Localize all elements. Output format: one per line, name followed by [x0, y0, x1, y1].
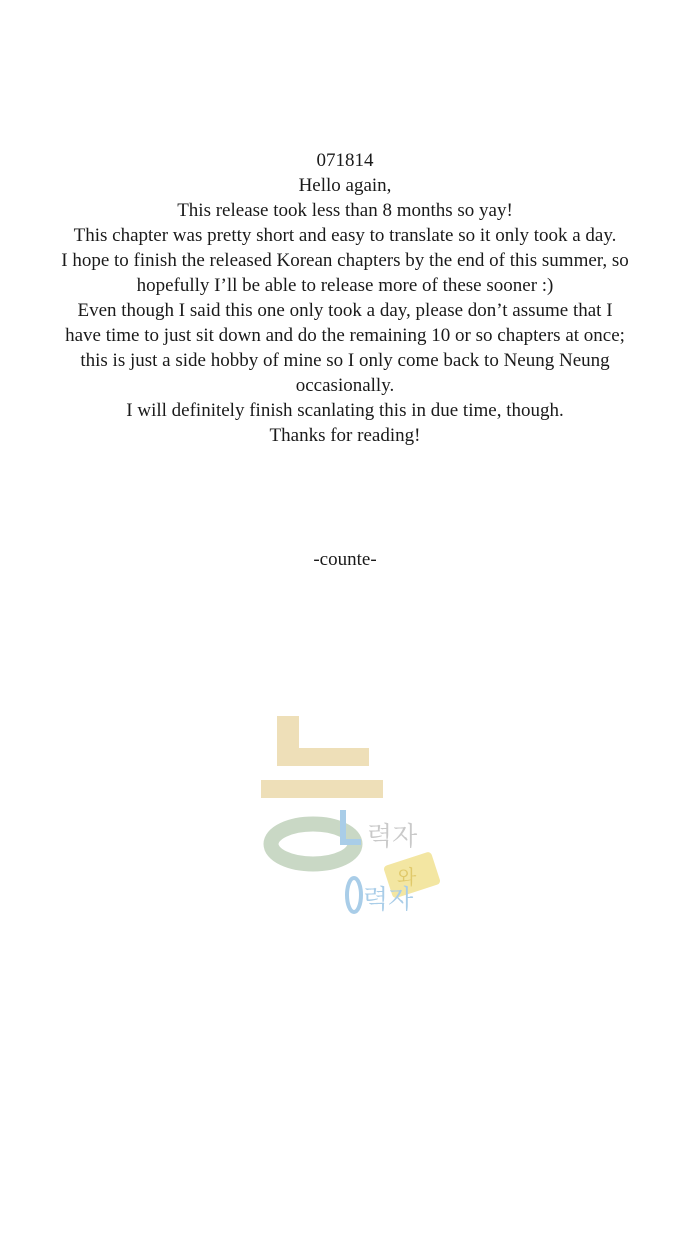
note-line: Even though I said this one only took a day, please don’t assume that I have time to just sit down and do the remaining 10 or so chapters at once; this is just a side hobby of mine so I only come back to Neung Neung occasionally.	[65, 300, 625, 396]
logo-blue-o	[347, 878, 361, 912]
translator-note	[60, 148, 630, 448]
note-line: I will definitely finish scanlating this in due time, though.	[126, 400, 564, 421]
signature: -counte-	[313, 549, 377, 570]
note-line: Thanks for reading!	[269, 425, 421, 446]
note-line: This chapter was pretty short and easy to translate so it only took a day.	[73, 225, 617, 246]
logo-tan-top	[277, 748, 369, 766]
logo-text-row1: 력자	[367, 822, 418, 852]
logo-tan-bar	[261, 780, 383, 798]
note-line: Hello again,	[298, 175, 392, 196]
neung-logo-watermark	[255, 712, 455, 922]
note-line: This release took less than 8 months so yay!	[177, 200, 513, 221]
logo-badge-text: 와	[397, 865, 417, 889]
logo-text-row2: 력자	[363, 885, 414, 915]
note-line: I hope to finish the released Korean chapters by the end of this summer, so hopefully I’ll be able to release more of these sooner :)	[61, 250, 629, 296]
note-date: 071814	[316, 150, 374, 171]
